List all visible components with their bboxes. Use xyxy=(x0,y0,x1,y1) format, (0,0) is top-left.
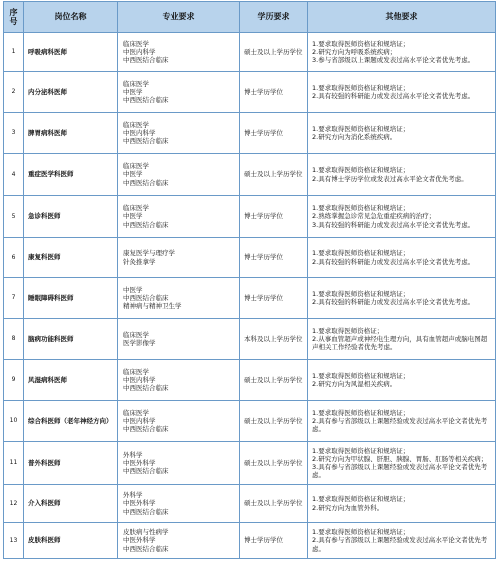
position-name xyxy=(24,278,118,319)
degree-requirement xyxy=(240,485,308,523)
cell-text: 急诊科医师 xyxy=(28,212,61,221)
table-body xyxy=(4,33,496,559)
other-requirements xyxy=(308,196,496,238)
major-requirements xyxy=(118,523,240,559)
table-row xyxy=(4,442,496,485)
cell-text: 睡眠障碍科医师 xyxy=(28,293,74,302)
other-requirements xyxy=(308,238,496,278)
table-row xyxy=(4,238,496,278)
cell-text: 临床医学 xyxy=(123,39,149,48)
recruitment-table xyxy=(3,1,496,559)
position-name xyxy=(24,238,118,278)
cell-text: 中西医结合临床 xyxy=(123,56,169,65)
major-requirements xyxy=(118,196,240,238)
cell-text: 综合科医师（老年神经方向） xyxy=(28,416,113,425)
degree-requirement xyxy=(240,319,308,360)
cell-text: 1.要求取得医师资格证和规培证； xyxy=(312,289,410,298)
header-other: 其他要求 xyxy=(308,2,496,33)
other-requirements xyxy=(308,523,496,559)
header-degree: 学历要求 xyxy=(240,2,308,33)
position-name xyxy=(24,196,118,238)
cell-text: 1.要求取得医师资格证和规培证； xyxy=(312,249,410,258)
degree-requirement xyxy=(240,154,308,196)
degree-requirement xyxy=(240,401,308,442)
other-requirements xyxy=(308,319,496,360)
table-row xyxy=(4,360,496,401)
row-number: 10 xyxy=(4,401,24,442)
cell-text: 康复医学与理疗学 xyxy=(123,249,175,258)
row-number: 6 xyxy=(4,238,24,278)
cell-text: 临床医学 xyxy=(123,79,149,88)
cell-text: 1.要求取得医师资格证和规培证； xyxy=(312,528,410,537)
cell-text: 3.具有较强的科研能力或发表过高水平论文者优先考虑。 xyxy=(312,220,475,229)
row-number: 8 xyxy=(4,319,24,360)
cell-text: 普外科医师 xyxy=(28,458,61,467)
major-requirements xyxy=(118,113,240,154)
position-name xyxy=(24,360,118,401)
major-requirements xyxy=(118,278,240,319)
degree-requirement xyxy=(240,238,308,278)
cell-text: 中西医结合临床 xyxy=(123,96,169,105)
position-name xyxy=(24,72,118,113)
major-requirements xyxy=(118,33,240,72)
cell-text: 针灸推拿学 xyxy=(123,257,156,266)
cell-text: 中医外科学 xyxy=(123,536,156,545)
cell-text: 2.研究方向为血管外科。 xyxy=(312,503,384,512)
position-name xyxy=(24,33,118,72)
cell-text: 博士学历学位 xyxy=(244,293,283,302)
cell-text: 2.具有博士学历学位或发表过高水平论文者优先考虑。 xyxy=(312,174,468,183)
cell-text: 2.具有较强的科研能力或发表过高水平论文者优先考虑。 xyxy=(312,92,475,100)
cell-text: 中医内科学 xyxy=(123,128,156,137)
table-row xyxy=(4,319,496,360)
major-requirements xyxy=(118,72,240,113)
row-number: 1 xyxy=(4,33,24,72)
cell-text: 风湿病科医师 xyxy=(28,375,67,384)
table-row xyxy=(4,196,496,238)
major-requirements xyxy=(118,485,240,523)
row-number: 3 xyxy=(4,113,24,154)
cell-text: 临床医学 xyxy=(123,204,149,213)
position-name xyxy=(24,319,118,360)
cell-text: 重症医学科医师 xyxy=(28,170,74,179)
cell-text: 硕士及以上学历学位 xyxy=(244,170,303,179)
position-name xyxy=(24,442,118,485)
cell-text: 外科学 xyxy=(123,450,143,459)
position-name xyxy=(24,485,118,523)
cell-text: 中医学 xyxy=(123,285,143,294)
cell-text: 硕士及以上学历学位 xyxy=(244,375,303,384)
cell-text: 中西医结合临床 xyxy=(123,544,169,553)
cell-text: 1.要求取得医师资格证和规培证； xyxy=(312,371,410,380)
cell-text: 中医学 xyxy=(123,170,143,179)
major-requirements xyxy=(118,360,240,401)
cell-text: 1.要求取得医师资格证和规培证； xyxy=(312,124,410,133)
cell-text: 中医学 xyxy=(123,87,143,96)
other-requirements xyxy=(308,401,496,442)
row-number: 12 xyxy=(4,485,24,523)
cell-text: 硕士及以上学历学位 xyxy=(244,499,303,508)
cell-text: 硕士及以上学历学位 xyxy=(244,416,303,425)
cell-text: 2.研究方向为风湿相关疾病。 xyxy=(312,380,397,388)
cell-text: 2.具有较强的科研能力或发表过高水平论文者优先考虑。 xyxy=(312,298,475,306)
cell-text: 皮肤科医师 xyxy=(28,536,61,545)
cell-text: 外科学 xyxy=(123,491,143,500)
degree-requirement xyxy=(240,113,308,154)
table-row xyxy=(4,485,496,523)
cell-text: 医学影像学 xyxy=(123,339,156,347)
cell-text: 1.要求取得医师资格证和规培证； xyxy=(312,83,410,92)
row-number: 5 xyxy=(4,196,24,238)
cell-text: 中医内科学 xyxy=(123,47,156,56)
cell-text: 博士学历学位 xyxy=(244,87,283,96)
cell-text: 皮肤病与性病学 xyxy=(123,528,169,537)
header-number: 序 号 xyxy=(4,2,24,33)
cell-text: 脾胃病科医师 xyxy=(28,128,67,137)
table-row xyxy=(4,278,496,319)
other-requirements xyxy=(308,278,496,319)
cell-text: 脑病功能科医师 xyxy=(28,334,74,343)
cell-text: 1.要求取得医师资格证和规培证； xyxy=(312,446,410,455)
row-number: 7 xyxy=(4,278,24,319)
cell-text: 2.具有参与省部级以上课题经验或发表过高水平论文者优先考虑。 xyxy=(312,536,488,553)
degree-requirement xyxy=(240,360,308,401)
cell-text: 中医外科学 xyxy=(123,458,156,467)
job-requirements-document xyxy=(3,1,496,559)
table-row xyxy=(4,72,496,113)
cell-text: 本科及以上学历学位 xyxy=(244,334,303,343)
cell-text: 临床医学 xyxy=(123,367,149,376)
cell-text: 介入科医师 xyxy=(28,499,61,508)
cell-text: 临床医学 xyxy=(123,408,149,417)
cell-text: 2.从事血管超声或神经电生理方向，具有血管超声或脑电图超声相关工作经验者优先考虑。 xyxy=(312,334,488,352)
cell-text: 2.具有较强的科研能力或发表过高水平论文者优先考虑。 xyxy=(312,257,475,266)
other-requirements xyxy=(308,485,496,523)
row-number: 4 xyxy=(4,154,24,196)
row-number: 2 xyxy=(4,72,24,113)
cell-text: 1.要求取得医师资格证和规培证； xyxy=(312,204,410,213)
header-position: 岗位名称 xyxy=(24,2,118,33)
cell-text: 1.要求取得医师资格证和规培证； xyxy=(312,408,410,417)
table-row xyxy=(4,523,496,559)
degree-requirement xyxy=(240,278,308,319)
cell-text: 硕士及以上学历学位 xyxy=(244,47,303,56)
other-requirements xyxy=(308,154,496,196)
major-requirements xyxy=(118,154,240,196)
header-major: 专业要求 xyxy=(118,2,240,33)
cell-text: 硕士及以上学历学位 xyxy=(244,458,303,467)
cell-text: 临床医学 xyxy=(123,330,149,339)
cell-text: 中西医结合临床 xyxy=(123,384,169,393)
major-requirements xyxy=(118,319,240,360)
cell-text: 1.要求取得医师资格证和规培证； xyxy=(312,39,410,48)
cell-text: 3.具有参与省部级以上课题经验或发表过高水平论文者优先考虑。 xyxy=(312,463,488,480)
degree-requirement xyxy=(240,33,308,72)
cell-text: 2.研究方向为消化系统疾病。 xyxy=(312,133,397,141)
cell-text: 2.研究方向为呼吸系统疾病； xyxy=(312,47,397,56)
table-header-row xyxy=(4,2,496,33)
other-requirements xyxy=(308,72,496,113)
cell-text: 1.要求取得医师资格证； xyxy=(312,326,384,335)
other-requirements xyxy=(308,33,496,72)
cell-text: 博士学历学位 xyxy=(244,253,283,262)
other-requirements xyxy=(308,113,496,154)
cell-text: 2.熟练掌握急诊常见急危重症疾病的治疗； xyxy=(312,212,436,221)
position-name xyxy=(24,401,118,442)
major-requirements xyxy=(118,442,240,485)
major-requirements xyxy=(118,401,240,442)
cell-text: 临床医学 xyxy=(123,120,149,129)
other-requirements xyxy=(308,360,496,401)
cell-text: 1.要求取得医师资格证和规培证； xyxy=(312,166,410,175)
table-row xyxy=(4,113,496,154)
cell-text: 2.具有参与省部级以上课题经验或发表过高水平论文者优先考虑。 xyxy=(312,416,488,434)
position-name xyxy=(24,523,118,559)
cell-text: 中西医结合临床 xyxy=(123,293,169,302)
cell-text: 中医学 xyxy=(123,212,143,221)
cell-text: 2.研究方向为甲状腺、肝胆、胰腺、胃肠、肛肠等相关疾病； xyxy=(312,454,488,463)
position-name xyxy=(24,154,118,196)
cell-text: 中医内科学 xyxy=(123,375,156,384)
position-name xyxy=(24,113,118,154)
cell-text: 临床医学 xyxy=(123,162,149,171)
cell-text: 中西医结合临床 xyxy=(123,467,169,476)
cell-text: 中医外科学 xyxy=(123,499,156,508)
cell-text: 内分泌科医师 xyxy=(28,87,67,96)
cell-text: 呼吸病科医师 xyxy=(28,47,67,56)
row-number: 9 xyxy=(4,360,24,401)
cell-text: 康复科医师 xyxy=(28,253,61,262)
degree-requirement xyxy=(240,523,308,559)
degree-requirement xyxy=(240,72,308,113)
cell-text: 博士学历学位 xyxy=(244,212,283,221)
major-requirements xyxy=(118,238,240,278)
cell-text: 精神病与精神卫生学 xyxy=(123,302,182,311)
table-row xyxy=(4,33,496,72)
cell-text: 博士学历学位 xyxy=(244,536,283,545)
cell-text: 中西医结合临床 xyxy=(123,137,169,146)
table-row xyxy=(4,154,496,196)
table-row xyxy=(4,401,496,442)
row-number: 11 xyxy=(4,442,24,485)
degree-requirement xyxy=(240,196,308,238)
other-requirements xyxy=(308,442,496,485)
row-number: 13 xyxy=(4,523,24,559)
cell-text: 中医内科学 xyxy=(123,416,156,425)
cell-text: 博士学历学位 xyxy=(244,128,283,137)
cell-text: 中西医结合临床 xyxy=(123,178,169,187)
cell-text: 中西医结合临床 xyxy=(123,507,169,516)
cell-text: 3.参与省部级以上课题或发表过高水平论文者优先考虑。 xyxy=(312,56,475,65)
cell-text: 中西医结合临床 xyxy=(123,425,169,434)
cell-text: 1.要求取得医师资格证和规培证； xyxy=(312,495,410,504)
degree-requirement xyxy=(240,442,308,485)
cell-text: 中西医结合临床 xyxy=(123,220,169,229)
